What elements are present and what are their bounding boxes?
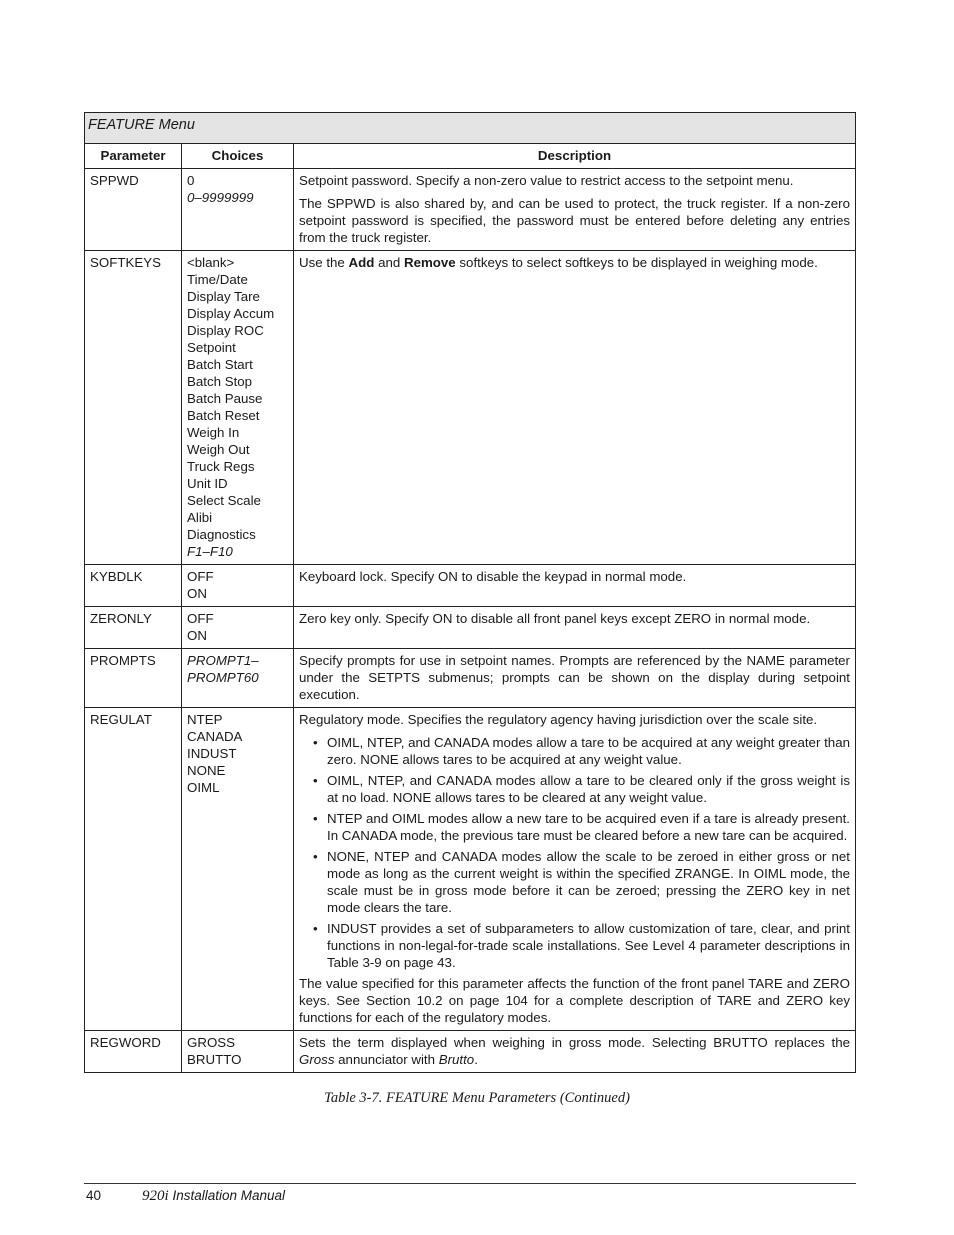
choice-item: GROSS xyxy=(187,1035,236,1050)
choices-cell xyxy=(182,565,294,607)
choice-item: Weigh Out xyxy=(187,442,250,457)
document-title: Installation Manual xyxy=(172,1188,286,1203)
param-regulat: REGULAT xyxy=(85,708,182,1031)
choice-item: Setpoint xyxy=(187,340,236,355)
param-zeronly: ZERONLY xyxy=(85,607,182,649)
choices-cell xyxy=(182,251,294,565)
header-description: Description xyxy=(294,144,856,169)
list-item: • OIML, NTEP, and CANADA modes allow a tare to be cleared only if the gross weight is at no load. NONE allows tares to be cleared at any weight value. xyxy=(313,773,850,805)
choice-item: <blank> xyxy=(187,255,235,270)
page-number: 40 xyxy=(86,1188,102,1203)
description-text: Sets the term displayed when weighing in gross mode. Selecting BRUTTO replaces the Gross annunciator with Brutto. xyxy=(299,1035,850,1067)
description-text: The SPPWD is also shared by, and can be used to protect, the truck register. If a non-zero setpoint password is specified, the password must be entered before deleting any entries from the truck register. xyxy=(299,196,850,245)
choice-item: Display Tare xyxy=(187,289,260,304)
choices-cell xyxy=(182,649,294,708)
description-cell xyxy=(294,251,856,565)
choices-cell xyxy=(182,169,294,251)
choice-item: CANADA xyxy=(187,729,243,744)
list-item: • OIML, NTEP, and CANADA modes allow a tare to be acquired at any weight greater than zero. NONE allows tares to be acquired at any weight value. xyxy=(313,735,850,767)
choice-item: Display ROC xyxy=(187,323,264,338)
description-text: Specify prompts for use in setpoint names. Prompts are referenced by the NAME parameter under the SETPTS submenus; prompts can be shown on the display during setpoint execution. xyxy=(299,653,850,702)
choice-item: F1–F10 xyxy=(187,544,233,559)
choice-item: Batch Start xyxy=(187,357,253,372)
choice-item: Alibi xyxy=(187,510,213,525)
table-row xyxy=(85,169,856,251)
choices-cell xyxy=(182,708,294,1031)
choice-item: 0–9999999 xyxy=(187,190,254,205)
choice-item: INDUST xyxy=(187,746,237,761)
choice-item: Truck Regs xyxy=(187,459,255,474)
choice-item: ON xyxy=(187,586,207,601)
table-row xyxy=(85,708,856,1031)
choice-item: Weigh In xyxy=(187,425,240,440)
table-row xyxy=(85,649,856,708)
choice-item: Diagnostics xyxy=(187,527,256,542)
table-title: FEATURE Menu xyxy=(85,113,856,144)
param-kybdlk: KYBDLK xyxy=(85,565,182,607)
remove-softkey-term: Remove xyxy=(403,255,456,270)
choices-cell xyxy=(182,1031,294,1073)
list-item: • NONE, NTEP and CANADA modes allow the scale to be zeroed in either gross or net mode as long as the current weight is within the specified ZRANGE. In OIML mode, the scale must be in gross mode before it can be zeroed; pressing the ZERO key in net mode clears the tare. xyxy=(313,849,850,915)
bullet-list xyxy=(299,734,850,971)
add-softkey-term: Add xyxy=(348,255,375,270)
choices-cell xyxy=(182,607,294,649)
description-text: Keyboard lock. Specify ON to disable the keypad in normal mode. xyxy=(299,569,687,584)
description-text: Zero key only. Specify ON to disable all front panel keys except ZERO in normal mode. xyxy=(299,611,811,626)
description-cell xyxy=(294,649,856,708)
bullet-icon: • xyxy=(313,849,318,864)
choice-item: Unit ID xyxy=(187,476,228,491)
bullet-icon: • xyxy=(313,811,318,826)
choice-item: Display Accum xyxy=(187,306,275,321)
description-cell xyxy=(294,708,856,1031)
choice-item: 0 xyxy=(187,173,195,188)
description-text: Regulatory mode. Specifies the regulatory agency having jurisdiction over the scale site. xyxy=(299,712,818,727)
choice-item: OFF xyxy=(187,569,214,584)
param-regword: REGWORD xyxy=(85,1031,182,1073)
choice-item: NONE xyxy=(187,763,226,778)
table-row xyxy=(85,607,856,649)
choice-item: PROMPT1– xyxy=(187,653,259,668)
param-prompts: PROMPTS xyxy=(85,649,182,708)
choice-item: NTEP xyxy=(187,712,223,727)
description-cell xyxy=(294,565,856,607)
table-caption: Table 3-7. FEATURE Menu Parameters (Continued) xyxy=(324,1090,630,1106)
table-row xyxy=(85,565,856,607)
description-cell xyxy=(294,169,856,251)
list-item: • INDUST provides a set of subparameters to allow customization of tare, clear, and print functions in non-legal-for-trade scale installations. See Level 4 parameter descriptions in Table 3-9 on page 43. xyxy=(313,921,850,970)
list-item: • NTEP and OIML modes allow a new tare to be acquired even if a tare is already present. In CANADA mode, the previous tare must be cleared before a new tare can be acquired. xyxy=(313,811,850,843)
choice-item: BRUTTO xyxy=(187,1052,242,1067)
choice-item: Batch Pause xyxy=(187,391,263,406)
header-choices: Choices xyxy=(182,144,294,169)
choice-item: OIML xyxy=(187,780,220,795)
page-footer xyxy=(86,1188,285,1205)
choice-item: Batch Stop xyxy=(187,374,253,389)
product-name: 920i xyxy=(142,1188,169,1204)
feature-menu-table xyxy=(84,112,856,1073)
description-text: The value specified for this parameter affects the function of the front panel TARE and ZERO keys. See Section 10.2 on page 104 for a complete description of TARE and ZERO key functions for each of the regulatory modes. xyxy=(299,976,850,1025)
choice-item: ON xyxy=(187,628,207,643)
choice-item: PROMPT60 xyxy=(187,670,259,685)
choice-item: Time/Date xyxy=(187,272,248,287)
choice-item: Select Scale xyxy=(187,493,261,508)
param-sppwd: SPPWD xyxy=(85,169,182,251)
table-row xyxy=(85,1031,856,1073)
choice-item: OFF xyxy=(187,611,214,626)
description-text: Use the Add and Remove softkeys to select softkeys to be displayed in weighing mode. xyxy=(299,255,818,270)
footer-divider xyxy=(84,1183,856,1184)
description-cell xyxy=(294,1031,856,1073)
bullet-icon: • xyxy=(313,921,318,936)
bullet-icon: • xyxy=(313,773,318,788)
bullet-icon: • xyxy=(313,735,318,750)
description-cell xyxy=(294,607,856,649)
param-softkeys: SOFTKEYS xyxy=(85,251,182,565)
choice-item: Batch Reset xyxy=(187,408,260,423)
header-parameter: Parameter xyxy=(85,144,182,169)
description-text: Setpoint password. Specify a non-zero value to restrict access to the setpoint menu. xyxy=(299,173,794,188)
table-row xyxy=(85,251,856,565)
